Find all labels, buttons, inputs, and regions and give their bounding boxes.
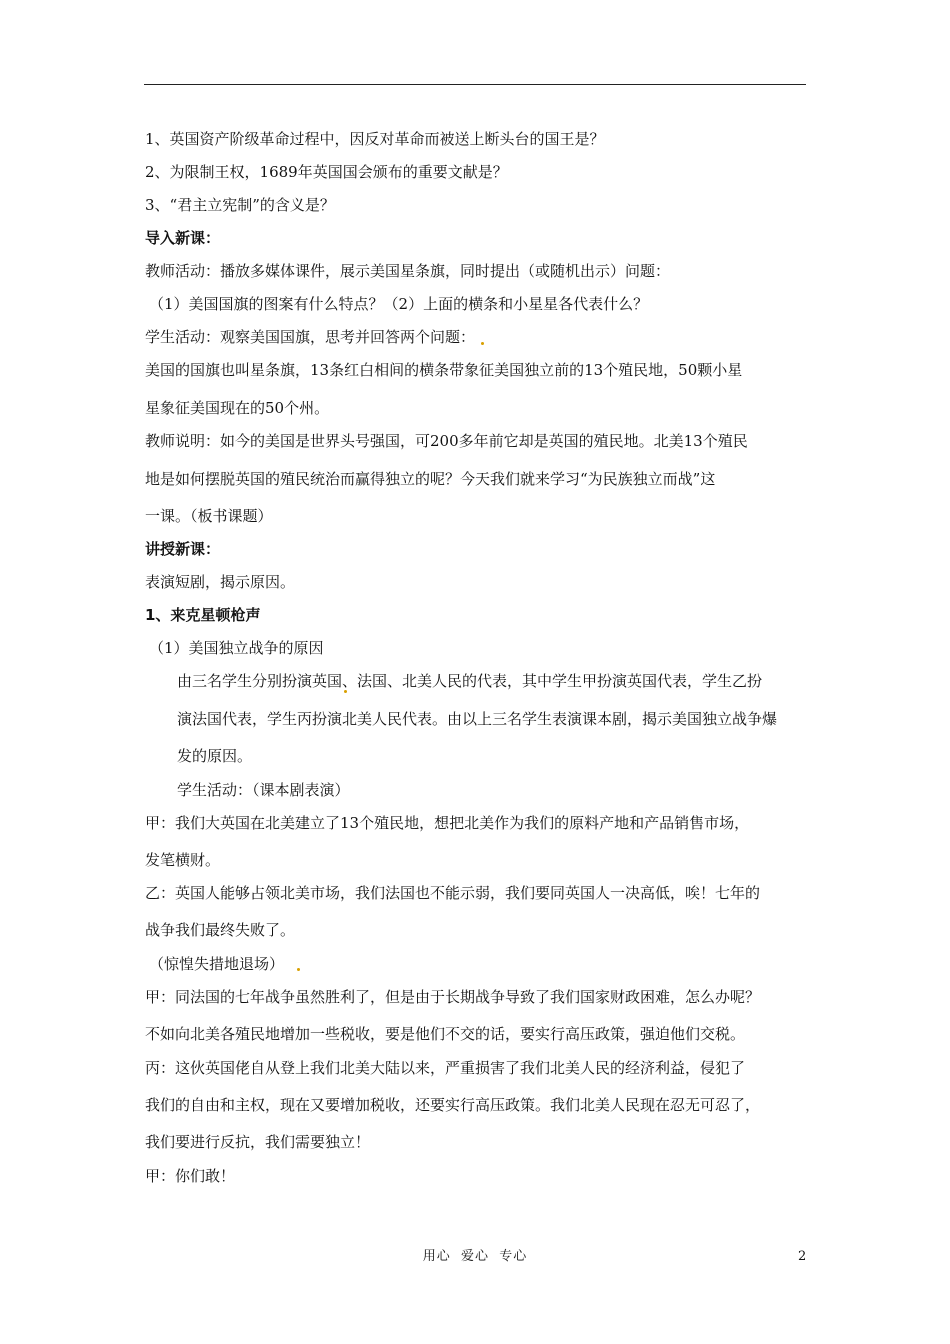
dialogue-line: 甲：同法国的七年战争虽然胜利了，但是由于长期战争导致了我们国家财政困难，怎么办呢？ (145, 988, 761, 1006)
flag-questions: （1）美国国旗的图案有什么特点？（2）上面的横条和小星星各代表什么？ (149, 295, 649, 313)
paragraph-line: 由三名学生分别扮演英国、法国、北美人民的代表，其中学生甲扮演英国代表，学生乙扮 (177, 672, 763, 690)
paragraph-line: 星象征美国现在的50个州。 (145, 399, 330, 417)
dialogue-line: 不如向北美各殖民地增加一些税收，要是他们不交的话，要实行高压政策，强迫他们交税。 (145, 1025, 746, 1043)
question-1: 1、英国资产阶级革命过程中，因反对革命而被送上断头台的国王是？ (145, 130, 605, 148)
footer-motto: 用心 爱心 专心 (422, 1249, 528, 1264)
dialogue-line: 乙：英国人能够占领北美市场，我们法国也不能示弱，我们要同英国人一决高低，唉！七年的 (145, 884, 761, 902)
page-number: 2 (798, 1249, 807, 1264)
paragraph-line: 美国的国旗也叫星条旗，13条红白相间的横条带象征美国独立前的13个殖民地，50颗小星 (145, 361, 743, 379)
stray-mark (297, 968, 300, 971)
student-performance: 学生活动：（课本剧表演） (177, 781, 350, 799)
dialogue-line: 我们要进行反抗，我们需要独立！ (145, 1133, 371, 1151)
paragraph-line: 一课。（板书课题） (145, 507, 273, 525)
question-2: 2、为限制王权，1689年英国国会颁布的重要文献是？ (145, 163, 508, 181)
paragraph-line: 发的原因。 (177, 747, 253, 765)
section-heading-new-lesson: 讲授新课： (145, 540, 221, 558)
student-activity: 学生活动：观察美国国旗，思考并回答两个问题： (145, 328, 476, 346)
paragraph-line: 教师说明：如今的美国是世界头号强国，可200多年前它却是英国的殖民地。北美13个殖民 (145, 432, 748, 450)
dialogue-line: 战争我们最终失败了。 (145, 921, 296, 939)
stray-mark (481, 342, 484, 345)
sub-topic: （1）美国独立战争的原因 (149, 639, 324, 657)
paragraph-line: 演法国代表，学生丙扮演北美人民代表。由以上三名学生表演课本剧，揭示美国独立战争爆 (177, 710, 778, 728)
dialogue-line: 丙：这伙英国佬自从登上我们北美大陆以来，严重损害了我们北美人民的经济利益，侵犯了 (145, 1059, 746, 1077)
dialogue-line: 甲：我们大英国在北美建立了13个殖民地，想把北美作为我们的原料产地和产品销售市场， (145, 814, 750, 832)
dialogue-line: 甲：你们敢！ (145, 1167, 236, 1185)
teacher-activity: 教师活动：播放多媒体课件，展示美国星条旗，同时提出（或随机出示）问题： (145, 262, 671, 280)
stage-direction: （惊惶失措地退场） (149, 955, 285, 973)
dialogue-line: 发笔横财。 (145, 851, 221, 869)
paragraph-line: 表演短剧，揭示原因。 (145, 573, 296, 591)
dialogue-line: 我们的自由和主权，现在又要增加税收，还要实行高压政策。我们北美人民现在忍无可忍了， (145, 1096, 761, 1114)
question-3: 3、“君主立宪制”的含义是？ (145, 196, 335, 214)
subsection-heading: 1、来克星顿枪声 (145, 606, 261, 624)
stray-mark (344, 690, 347, 693)
paragraph-line: 地是如何摆脱英国的殖民统治而赢得独立的呢？今天我们就来学习“为民族独立而战”这 (145, 470, 716, 488)
header-rule (144, 84, 806, 85)
section-heading-intro: 导入新课： (145, 229, 221, 247)
